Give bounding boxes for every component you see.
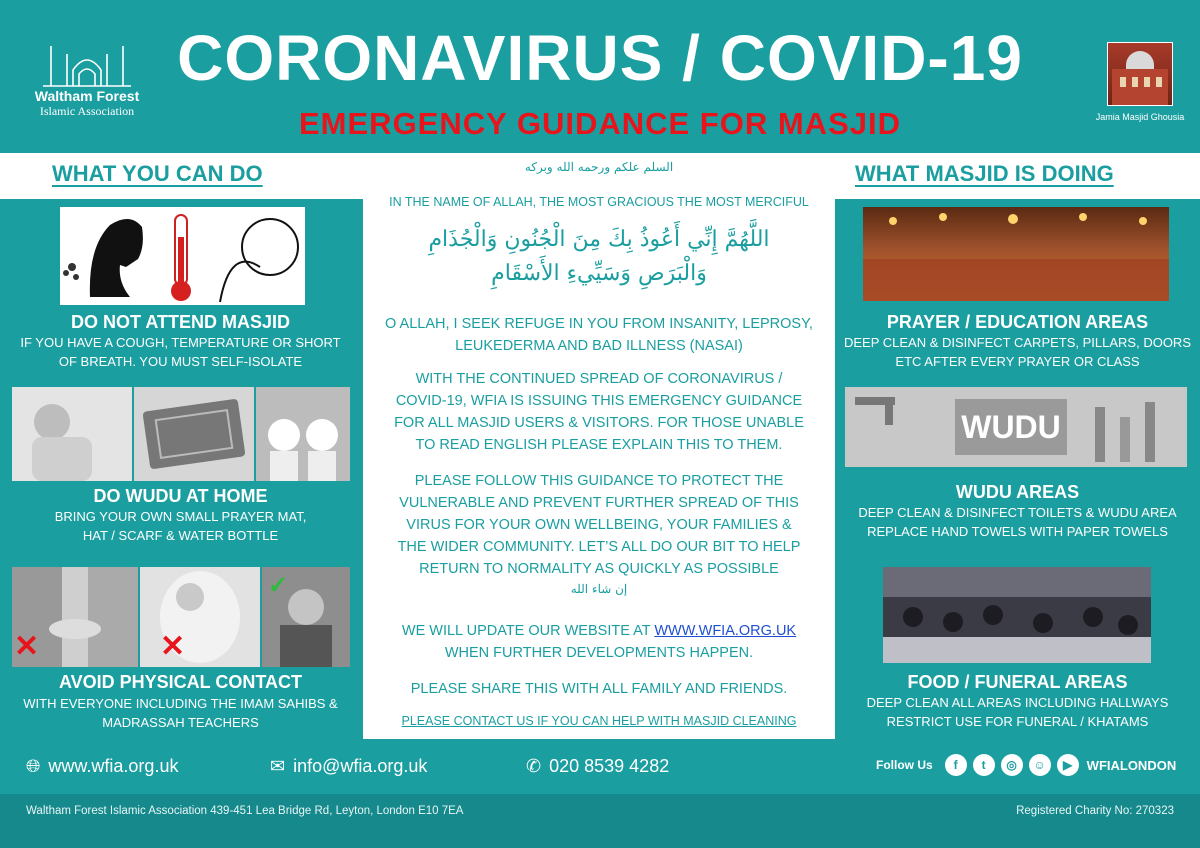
not-allowed-icon: ✕ <box>14 630 40 663</box>
address-footer <box>0 794 1200 848</box>
footer-website[interactable] <box>26 756 178 777</box>
panel-title: DO WUDU AT HOME <box>93 486 268 506</box>
footer-address: Waltham Forest Islamic Association 439-451 Lea Bridge Rd, Leyton, London E10 7EA <box>26 805 464 817</box>
guidance-line: VIRUS FOR YOUR OWN WELLBEING, YOUR FAMILIES & <box>406 517 792 533</box>
right-column-heading: WHAT MASJID IS DOING <box>855 161 1114 186</box>
share-message: PLEASE SHARE THIS WITH ALL FAMILY AND FRIENDS. <box>410 681 788 697</box>
wudu-sign: WUDU <box>955 399 1067 455</box>
panel-do-not-attend <box>0 201 361 377</box>
cleaning-contact-link[interactable] <box>368 710 830 732</box>
snapchat-icon[interactable]: ☺ <box>1029 754 1051 776</box>
partner-logo <box>1090 42 1190 122</box>
footer-phone-text[interactable]: 020 8539 4282 <box>549 756 670 776</box>
panel-text-line: ETC AFTER EVERY PRAYER OR CLASS <box>895 354 1140 369</box>
guidance-line: THE WIDER COMMUNITY. LET’S ALL DO OUR BIT TO HELP <box>397 539 801 555</box>
not-allowed-icon: ✕ <box>160 630 186 663</box>
youtube-icon[interactable]: ▶ <box>1057 754 1079 776</box>
panel-text-line: HAT / SCARF & WATER BOTTLE <box>82 528 279 543</box>
panel-text-line: MADRASSAH TEACHERS <box>102 715 259 730</box>
panel-text-line: DEEP CLEAN ALL AREAS INCLUDING HALLWAYS <box>866 695 1169 710</box>
hug-photo <box>140 567 260 667</box>
intro-line: TO READ ENGLISH PLEASE EXPLAIN THIS TO THEM. <box>415 437 783 453</box>
allowed-check-icon: ✓ <box>268 572 289 599</box>
panel-text-line: RESTRICT USE FOR FUNERAL / KHATAMS <box>886 714 1149 729</box>
panel-text-line: REPLACE HAND TOWELS WITH PAPER TOWELS <box>867 524 1168 539</box>
footer-website-text[interactable]: www.wfia.org.uk <box>48 756 179 776</box>
charity-number: Registered Charity No: 270323 <box>1016 805 1174 817</box>
website-update-text: WE WILL UPDATE OUR WEBSITE AT <box>401 623 655 639</box>
twitter-icon[interactable]: t <box>973 754 995 776</box>
footer-email-text[interactable]: info@wfia.org.uk <box>293 756 428 776</box>
panel-prayer-areas <box>835 201 1200 377</box>
page-title: CORONAVIRUS / COVID-19 <box>177 22 1023 94</box>
panel-text-line: OF BREATH. YOU MUST SELF-ISOLATE <box>58 354 303 369</box>
panel-text-line: WITH EVERYONE INCLUDING THE IMAM SAHIBS & <box>23 696 338 711</box>
panel-title: DO NOT ATTEND MASJID <box>71 312 290 332</box>
panel-avoid-contact <box>0 561 361 737</box>
envelope-icon: ✉ <box>270 756 286 776</box>
website-link[interactable]: WWW.WFIA.ORG.UK <box>654 623 797 639</box>
intro-line: WITH THE CONTINUED SPREAD OF CORONAVIRUS / <box>415 371 783 387</box>
footer-phone[interactable] <box>526 756 669 777</box>
mosque-photo <box>1107 42 1173 106</box>
panel-wudu-areas <box>835 381 1200 557</box>
follow-us-label: Follow Us <box>876 758 933 772</box>
inshallah-arabic: إن شاء الله <box>570 582 628 596</box>
panel-title: FOOD / FUNERAL AREAS <box>907 672 1128 692</box>
panel-text-line: BRING YOUR OWN SMALL PRAYER MAT, <box>54 509 307 524</box>
guidance-line: VULNERABLE AND PREVENT FURTHER SPREAD OF THIS <box>399 495 799 511</box>
org-subname: Islamic Association <box>39 104 135 118</box>
panel-text-line: DEEP CLEAN & DISINFECT CARPETS, PILLARS, DOORS <box>843 335 1191 350</box>
globe-icon: 🌐︎ <box>26 756 41 776</box>
panel-food-areas <box>835 561 1200 737</box>
website-update-line <box>368 620 830 642</box>
social-handle[interactable]: WFIALONDON <box>1086 757 1177 773</box>
phone-icon: ✆ <box>526 756 542 776</box>
cleaning-contact-text[interactable]: PLEASE CONTACT US IF YOU CAN HELP WITH MASJID CLEANING <box>401 714 797 728</box>
social-links <box>876 754 1176 776</box>
wudu-cleaning-photo <box>845 387 1187 467</box>
instagram-icon[interactable]: ◎ <box>1001 754 1023 776</box>
mosque-logo-icon <box>37 40 137 88</box>
panel-wudu-at-home <box>0 381 361 557</box>
community-meal-photo <box>883 567 1151 663</box>
prayer-hall-photo <box>863 207 1169 301</box>
facebook-icon[interactable]: f <box>945 754 967 776</box>
intro-line: FOR ALL MASJID USERS & VISITORS. FOR THOSE UNABLE <box>394 415 804 431</box>
bismillah-english: IN THE NAME OF ALLAH, THE MOST GRACIOUS THE MOST MERCIFUL <box>389 195 809 209</box>
org-name: Waltham Forest <box>34 88 140 104</box>
panel-title: WUDU AREAS <box>955 482 1080 502</box>
guidance-line: RETURN TO NORMALITY AS QUICKLY AS POSSIBLE <box>419 561 779 577</box>
left-column-heading: WHAT YOU CAN DO <box>52 161 263 186</box>
dua-translation-line: O ALLAH, I SEEK REFUGE IN YOU FROM INSANITY, LEPROSY, <box>385 316 813 332</box>
guidance-line: PLEASE FOLLOW THIS GUIDANCE TO PROTECT THE <box>414 473 784 489</box>
partner-caption: Jamia Masjid Ghousia <box>1095 112 1185 122</box>
prayer-mat-photo <box>134 387 254 481</box>
salam-arabic: السلم علكم ورحمه الله وبركه <box>524 160 674 174</box>
wfia-logo <box>22 40 152 130</box>
website-update-line: WHEN FURTHER DEVELOPMENTS HAPPEN. <box>444 645 754 661</box>
dua-translation-line: LEUKEDERMA AND BAD ILLNESS (NASAI) <box>455 338 743 354</box>
dua-arabic-line: اللَّهُمَّ إِنِّي أَعُوذُ بِكَ مِنَ الْجُنُونِ وَالْجُذَامِ <box>428 227 770 252</box>
panel-text-line: DEEP CLEAN & DISINFECT TOILETS & WUDU AREA <box>858 505 1177 520</box>
hat-scarf-photo <box>256 387 350 481</box>
panel-title: PRAYER / EDUCATION AREAS <box>886 312 1149 332</box>
page-subtitle: EMERGENCY GUIDANCE FOR MASJID <box>299 106 901 141</box>
panel-text-line: IF YOU HAVE A COUGH, TEMPERATURE OR SHORT <box>20 335 341 350</box>
wudu-person-photo <box>12 387 132 481</box>
panel-title: AVOID PHYSICAL CONTACT <box>58 672 302 692</box>
sick-person-illustration <box>60 207 305 305</box>
footer-email[interactable] <box>270 756 427 777</box>
intro-line: COVID-19, WFIA IS ISSUING THIS EMERGENCY GUIDANCE <box>395 393 803 409</box>
dua-arabic-line: وَالْبَرَصِ وَسَيِّيءِ الأَسْقَامِ <box>491 261 707 286</box>
